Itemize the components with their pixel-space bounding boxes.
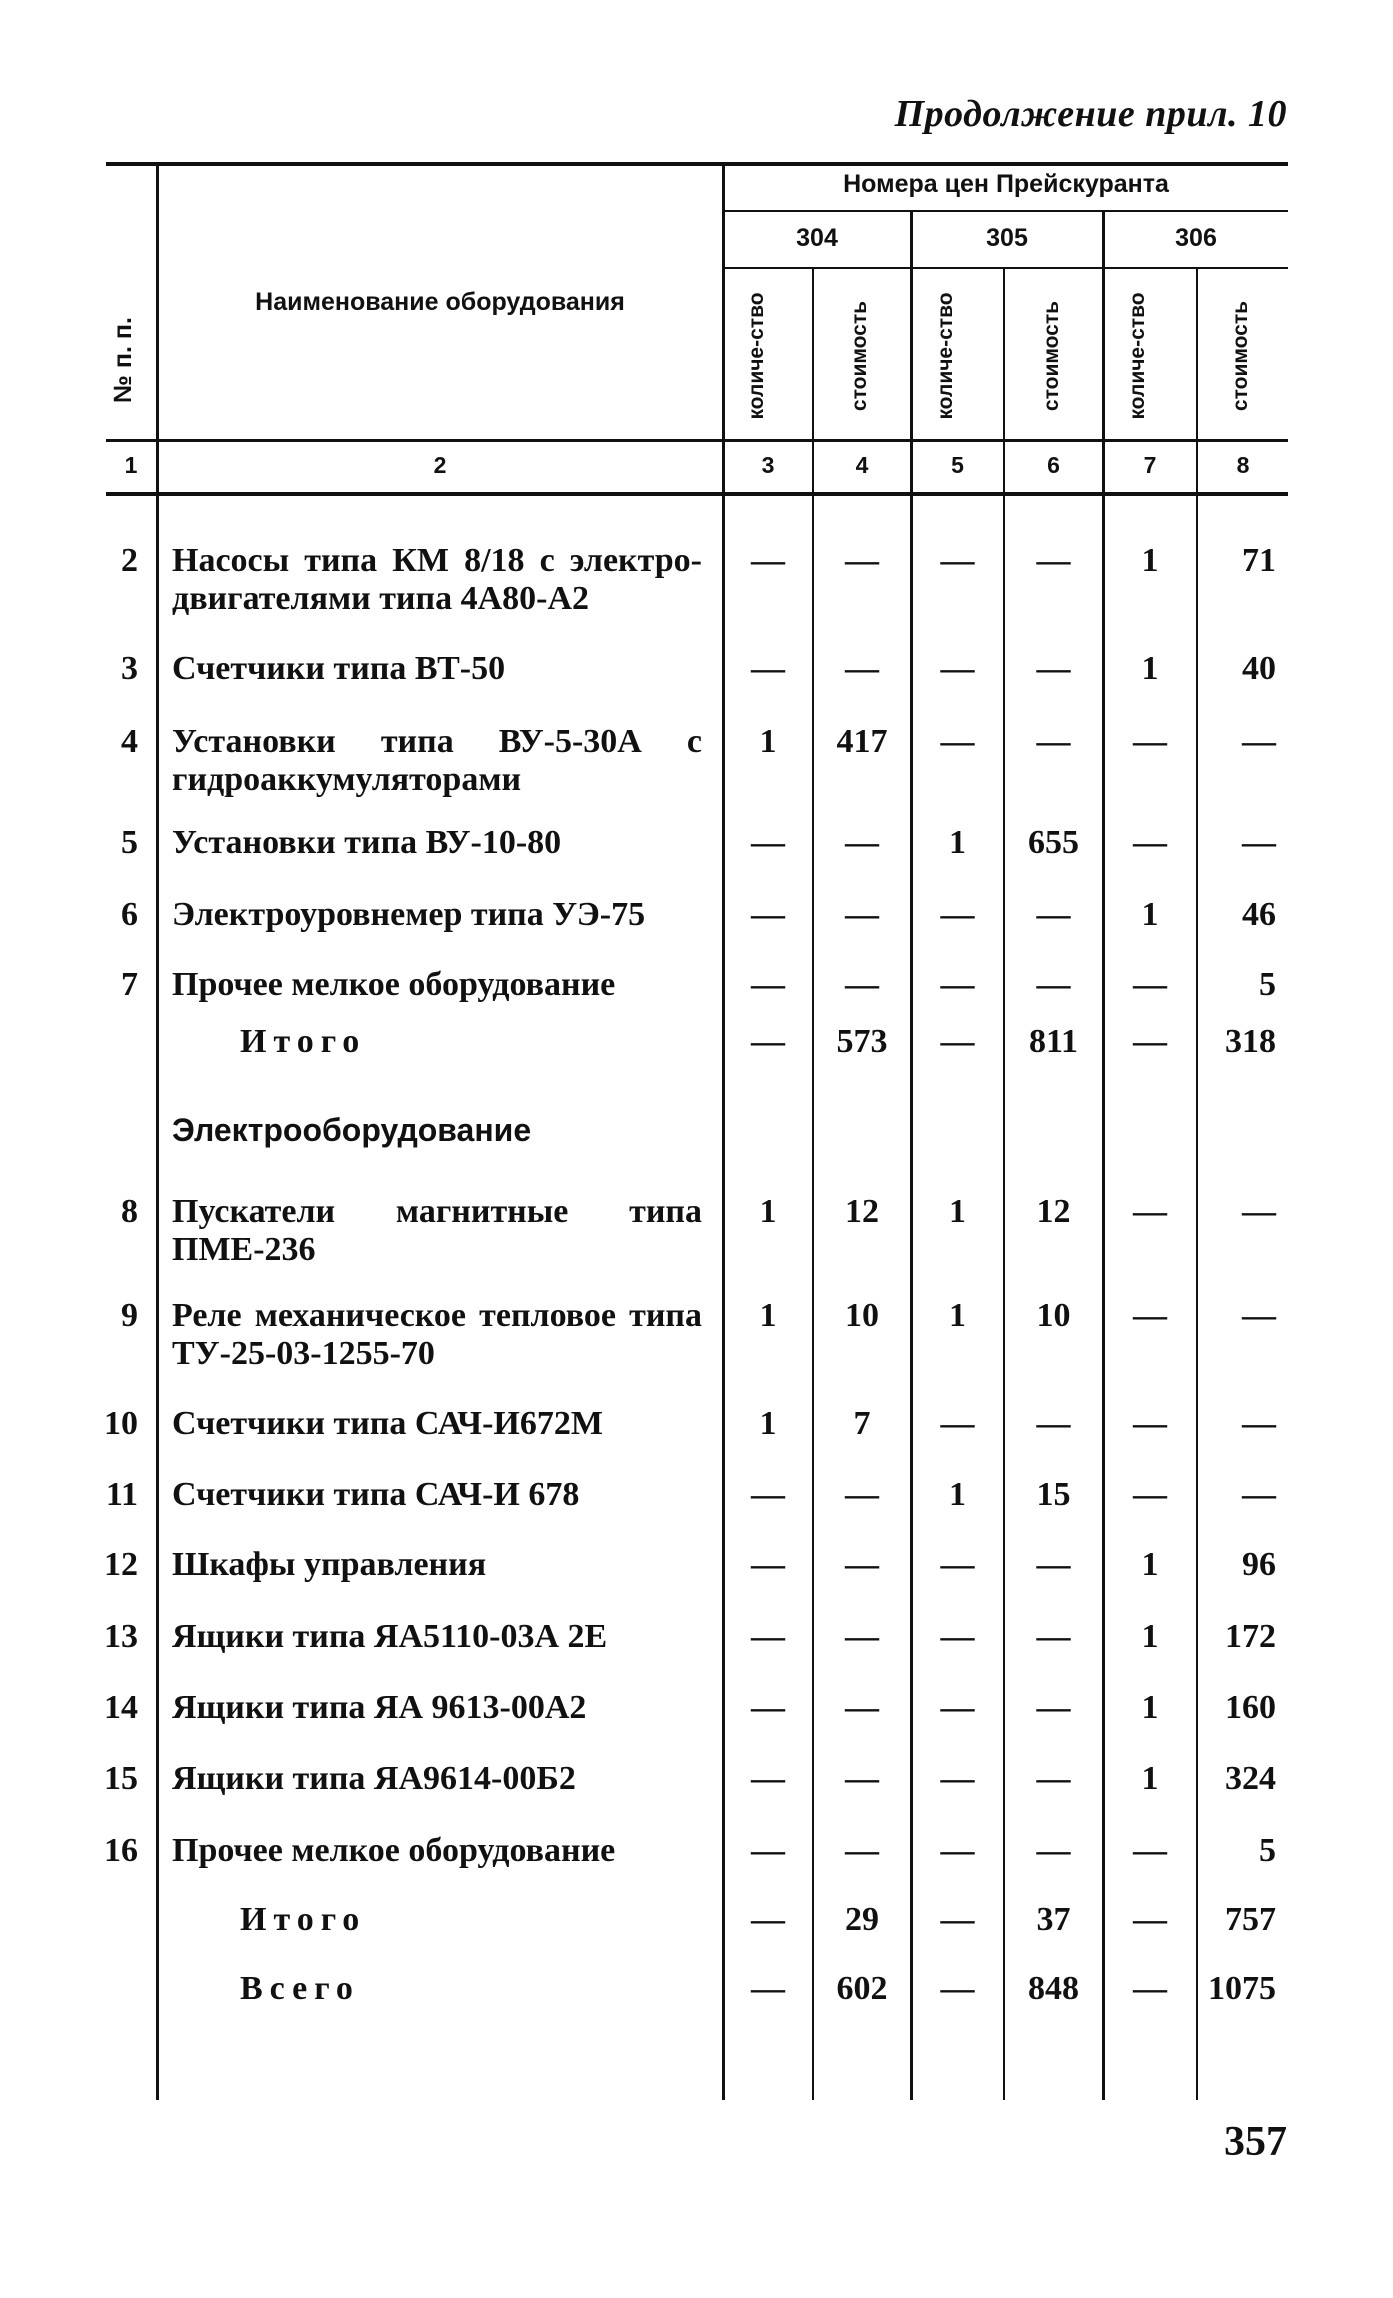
cost-cell-8: —: [1242, 1476, 1276, 1513]
equipment-name-header: Наименование оборудования: [255, 288, 625, 316]
equipment-name: Прочее мелкое оборудование: [172, 1832, 616, 1869]
quantity-cell-5: —: [940, 896, 975, 933]
price-list-numbers-header: Номера цен Прейскуранта: [843, 170, 1169, 198]
cost-cell-4: 417: [836, 723, 888, 760]
quantity-cell-5: —: [940, 542, 975, 579]
cost-header-304: стоимость: [848, 300, 871, 412]
cost-cell-6: 12: [1036, 1193, 1071, 1230]
quantity-cell-3: —: [751, 896, 785, 933]
cost-cell-8: —: [1242, 1297, 1276, 1334]
cost-cell-4: 573: [836, 1023, 888, 1060]
cost-cell-6: 10: [1036, 1297, 1071, 1334]
cost-cell-4: 602: [836, 1970, 888, 2007]
cost-cell-6: —: [1036, 542, 1071, 579]
equipment-name: Пускатели магнитные типа ПМЕ-236: [172, 1193, 702, 1268]
group-306-divider: [1102, 212, 1105, 2100]
cost-cell-6: 848: [1028, 1970, 1079, 2007]
cost-cell-6: 811: [1028, 1023, 1079, 1060]
quantity-cell-7: —: [1133, 1405, 1167, 1442]
col-number-1: 1: [124, 452, 138, 478]
cost-cell-8: 1075: [1208, 1970, 1276, 2007]
cost-cell-8: 46: [1242, 896, 1276, 933]
cost-cell-6: —: [1036, 1689, 1071, 1726]
cost-cell-6: —: [1036, 966, 1071, 1003]
col-number-7: 7: [1143, 452, 1157, 478]
equipment-name: Установки типа ВУ-10-80: [172, 824, 562, 861]
equipment-name: Электроуровнемер типа УЭ-75: [172, 896, 646, 933]
quantity-cell-3: —: [751, 1832, 785, 1869]
equipment-name: Прочее мелкое оборудование: [172, 966, 616, 1003]
price-group-rule: [722, 210, 1288, 212]
quantity-cell-5: —: [940, 1405, 975, 1442]
quantity-cell-3: —: [751, 1023, 785, 1060]
col-number-2: 2: [433, 452, 447, 478]
row-number: 11: [105, 1476, 138, 1513]
cost-cell-8: 757: [1225, 1901, 1276, 1938]
qty-header-306: количе-ство: [1126, 292, 1149, 420]
quantity-cell-5: —: [940, 1689, 975, 1726]
name-col-divider: [156, 166, 159, 2100]
quantity-cell-3: —: [751, 1476, 785, 1513]
total-label: Итого: [240, 1023, 367, 1060]
quantity-cell-5: —: [940, 1023, 975, 1060]
group-305-divider: [910, 212, 913, 2100]
col-number-5: 5: [951, 452, 964, 478]
cost-cell-4: 12: [845, 1193, 879, 1230]
col-number-6: 6: [1047, 452, 1060, 478]
continuation-caption: Продолжение прил. 10: [894, 93, 1287, 135]
row-number: 14: [104, 1689, 138, 1726]
cost-cell-8: 40: [1242, 650, 1276, 687]
cost-cell-4: —: [845, 1618, 879, 1655]
quantity-cell-7: —: [1133, 824, 1167, 861]
equipment-name: Реле механическое тепловое типа ТУ-25-03-1255-70: [172, 1297, 702, 1372]
quantity-cell-5: —: [940, 1832, 975, 1869]
cost-cell-4: —: [845, 896, 879, 933]
section-heading: Электрооборудование: [172, 1112, 532, 1148]
quantity-cell-3: —: [751, 1689, 785, 1726]
row-number: 9: [121, 1297, 138, 1334]
row-number: 8: [121, 1193, 138, 1230]
cost-cell-8: 324: [1225, 1760, 1276, 1797]
quantity-cell-5: —: [940, 966, 975, 1003]
quantity-cell-5: 1: [949, 1297, 966, 1334]
quantity-cell-7: 1: [1141, 1689, 1159, 1726]
cost-cell-6: —: [1036, 1760, 1071, 1797]
total-label: Всего: [240, 1970, 360, 2007]
col-number-3: 3: [761, 452, 775, 478]
cost-cell-8: 172: [1225, 1618, 1276, 1655]
equipment-name: Ящики типа ЯА9614-00Б2: [172, 1760, 576, 1797]
quantity-cell-3: —: [751, 966, 785, 1003]
quantity-cell-3: 1: [759, 723, 777, 760]
quantity-cell-5: 1: [949, 1476, 966, 1513]
cost-cell-4: —: [845, 1689, 879, 1726]
cost-cell-8: 96: [1242, 1546, 1276, 1583]
col-number-rule: [106, 492, 1288, 496]
quantity-cell-7: 1: [1141, 1760, 1159, 1797]
quantity-cell-7: —: [1133, 966, 1167, 1003]
equipment-name: Насосы типа КМ 8/18 с электро-двигателями типа 4А80-А2: [172, 542, 702, 617]
qty-header-304: количе-ство: [745, 292, 768, 420]
quantity-cell-3: —: [751, 650, 785, 687]
cost-cell-4: —: [845, 1546, 879, 1583]
cost-cell-6: —: [1036, 723, 1071, 760]
quantity-cell-3: —: [751, 1618, 785, 1655]
equipment-name: Ящики типа ЯА5110-03А 2Е: [172, 1618, 608, 1655]
row-number: 6: [121, 896, 138, 933]
equipment-name: Шкафы управления: [172, 1546, 487, 1583]
row-number: 4: [121, 723, 138, 760]
quantity-cell-3: 1: [759, 1297, 777, 1334]
quantity-cell-5: 1: [949, 1193, 966, 1230]
quantity-cell-7: —: [1133, 1970, 1167, 2007]
cost-cell-4: —: [845, 650, 879, 687]
page-number: 357: [1224, 2119, 1287, 2165]
cost-cell-6: 655: [1028, 824, 1079, 861]
cost-cell-4: —: [845, 1760, 879, 1797]
row-number-header: № п. п.: [109, 317, 137, 403]
quantity-cell-7: 1: [1141, 1618, 1159, 1655]
equipment-name: Ящики типа ЯА 9613-00А2: [172, 1689, 587, 1726]
quantity-cell-3: —: [751, 542, 785, 579]
quantity-cell-5: —: [940, 1970, 975, 2007]
quantity-cell-3: —: [751, 824, 785, 861]
equipment-name: Счетчики типа САЧ-И 678: [172, 1476, 580, 1513]
col-number-4: 4: [855, 452, 869, 478]
quantity-cell-3: —: [751, 1970, 785, 2007]
cost-cell-8: —: [1242, 1405, 1276, 1442]
cost-cell-6: 37: [1036, 1901, 1071, 1938]
row-number: 16: [104, 1832, 138, 1869]
col-number-8: 8: [1236, 452, 1250, 478]
row-number: 13: [104, 1618, 138, 1655]
quantity-cell-3: 1: [759, 1405, 777, 1442]
cost-cell-4: 7: [853, 1405, 871, 1442]
quantity-cell-5: —: [940, 1901, 975, 1938]
cost-cell-6: —: [1036, 1405, 1071, 1442]
row-number: 2: [121, 542, 138, 579]
cost-cell-6: 15: [1036, 1476, 1071, 1513]
cost-cell-8: 71: [1242, 542, 1276, 579]
quantity-cell-7: —: [1133, 723, 1167, 760]
quantity-cell-7: —: [1133, 1476, 1167, 1513]
equipment-name: Счетчики типа САЧ-И672М: [172, 1405, 603, 1442]
row-number: 15: [104, 1760, 138, 1797]
cost-cell-4: —: [845, 966, 879, 1003]
cost-cell-4: —: [845, 542, 879, 579]
quantity-cell-3: —: [751, 1546, 785, 1583]
quantity-cell-5: —: [940, 1546, 975, 1583]
quantity-cell-5: —: [940, 650, 975, 687]
equipment-name: Установки типа ВУ-5-30А с гидроаккумуляторами: [172, 723, 702, 798]
cost-cell-6: —: [1036, 1546, 1071, 1583]
quantity-cell-5: —: [940, 1760, 975, 1797]
price-group-304: 304: [796, 224, 838, 252]
cost-cell-6: —: [1036, 896, 1071, 933]
header-bottom-rule: [106, 439, 1288, 442]
cost-cell-4: 10: [845, 1297, 879, 1334]
cost-cell-6: —: [1036, 650, 1071, 687]
cost-cell-8: —: [1242, 723, 1276, 760]
quantity-cell-5: —: [940, 1618, 975, 1655]
quantity-cell-3: 1: [759, 1193, 777, 1230]
cost-cell-8: 5: [1259, 966, 1276, 1003]
cost-cell-6: —: [1036, 1618, 1071, 1655]
quantity-cell-5: 1: [949, 824, 966, 861]
cost-cell-8: —: [1242, 824, 1276, 861]
group-number-rule: [722, 267, 1288, 269]
total-label: Итого: [240, 1901, 367, 1938]
cost-header-306: стоимость: [1229, 300, 1252, 412]
table-top-rule: [106, 162, 1288, 166]
quantity-cell-7: 1: [1141, 1546, 1159, 1583]
quantity-cell-3: —: [751, 1760, 785, 1797]
quantity-cell-7: 1: [1141, 650, 1159, 687]
price-group-305: 305: [986, 224, 1028, 252]
equipment-name: Счетчики типа ВТ-50: [172, 650, 506, 687]
cost-cell-8: 5: [1259, 1832, 1276, 1869]
cost-cell-6: —: [1036, 1832, 1071, 1869]
cost-cell-8: 318: [1225, 1023, 1276, 1060]
cost-cell-8: 160: [1225, 1689, 1276, 1726]
quantity-cell-7: 1: [1141, 542, 1159, 579]
row-number: 5: [121, 824, 138, 861]
quantity-cell-7: —: [1133, 1023, 1167, 1060]
cost-cell-4: 29: [845, 1901, 879, 1938]
quantity-cell-7: —: [1133, 1193, 1167, 1230]
cost-cell-4: —: [845, 824, 879, 861]
cost-header-305: стоимость: [1040, 300, 1063, 412]
qty-header-305: количе-ство: [934, 292, 957, 420]
quantity-cell-3: —: [751, 1901, 785, 1938]
cost-cell-8: —: [1242, 1193, 1276, 1230]
cost-cell-4: —: [845, 1476, 879, 1513]
row-number: 3: [121, 650, 138, 687]
quantity-cell-7: 1: [1141, 896, 1159, 933]
quantity-cell-7: —: [1133, 1901, 1167, 1938]
quantity-cell-5: —: [940, 723, 975, 760]
price-group-306: 306: [1175, 224, 1217, 252]
row-number: 10: [104, 1405, 138, 1442]
quantity-cell-7: —: [1133, 1832, 1167, 1869]
quantity-cell-7: —: [1133, 1297, 1167, 1334]
cost-cell-4: —: [845, 1832, 879, 1869]
row-number: 7: [121, 966, 138, 1003]
row-number: 12: [104, 1546, 138, 1583]
